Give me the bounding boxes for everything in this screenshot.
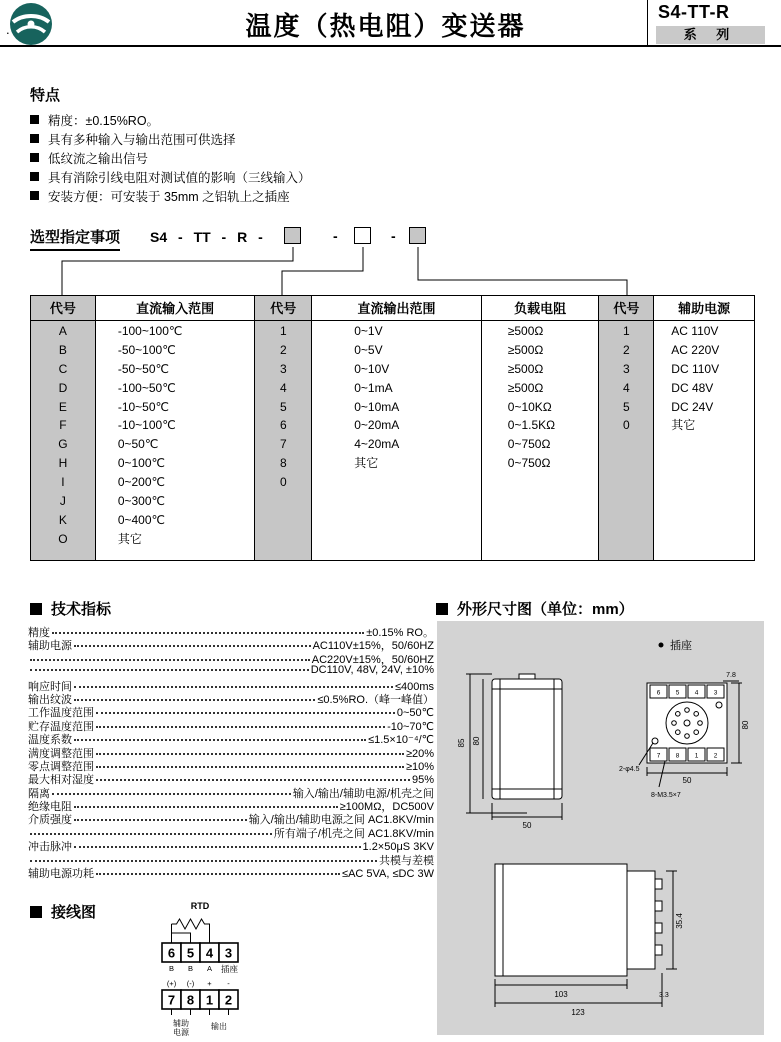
socket-terminal-number: 6 bbox=[656, 689, 661, 697]
section-bullet-icon bbox=[436, 603, 448, 615]
dimensions-heading-text: 外形尺寸图（单位：mm） bbox=[457, 601, 634, 618]
input-code-column bbox=[31, 296, 96, 560]
model-code-text: S4 - TT - R - bbox=[150, 229, 263, 245]
spec-row bbox=[28, 678, 434, 691]
output-range-column bbox=[312, 296, 482, 560]
aux-power-cell: AC 220V bbox=[671, 342, 720, 357]
input-code-cell: K bbox=[58, 512, 67, 527]
spec-row bbox=[28, 691, 434, 704]
front-view-drawing bbox=[466, 674, 562, 820]
dotted-leader bbox=[96, 712, 395, 714]
output-code-cell: 3 bbox=[279, 361, 287, 376]
load-resistance-cell: ≥500Ω bbox=[507, 361, 544, 376]
dim-side-height: 35.4 bbox=[675, 913, 684, 929]
spec-row bbox=[28, 745, 434, 758]
socket-view-drawing bbox=[639, 681, 742, 787]
dotted-leader bbox=[30, 833, 272, 835]
spec-value: AC110V±15%，50/60HZ bbox=[312, 640, 434, 653]
selection-box-input-code bbox=[284, 227, 301, 244]
polarity-label: + bbox=[207, 979, 212, 988]
terminal-number: 1 bbox=[205, 992, 214, 1008]
col-header-load: 负载电阻 bbox=[482, 296, 599, 321]
load-resistance-cell: ≥500Ω bbox=[507, 342, 544, 357]
output-code-cell: 0 bbox=[279, 475, 287, 490]
load-resistance-cell: ≥500Ω bbox=[507, 324, 544, 338]
polarity-label: (+) bbox=[166, 979, 177, 988]
input-code-cell: J bbox=[59, 494, 66, 509]
spec-value: 1.2×50μS 3KV bbox=[362, 841, 434, 854]
spec-row bbox=[28, 771, 434, 787]
input-range-cell: -50~50℃ bbox=[117, 361, 170, 376]
selection-heading: 选型指定事项 bbox=[30, 226, 120, 251]
spec-row bbox=[28, 811, 434, 827]
output-code-cell: 2 bbox=[279, 342, 287, 357]
col-header-output-range: 直流输出范围 bbox=[312, 296, 481, 321]
output-range-cell: 0~1mA bbox=[354, 380, 393, 395]
output-range-cell: 0~5V bbox=[354, 342, 383, 357]
spec-label: 介质强度 bbox=[28, 814, 72, 827]
specs-heading bbox=[30, 598, 111, 619]
input-code-cell: G bbox=[58, 437, 68, 452]
specs-list bbox=[28, 624, 434, 881]
bullet-dot-icon bbox=[659, 643, 664, 648]
output-range-cell: 0~10V bbox=[354, 361, 390, 376]
dotted-leader bbox=[30, 659, 310, 661]
dotted-leader bbox=[74, 806, 338, 808]
features-section bbox=[30, 84, 311, 205]
stray-mark: . bbox=[6, 22, 10, 37]
socket-terminal-number: 3 bbox=[713, 689, 718, 697]
col-header-input-code: 代号 bbox=[31, 296, 95, 321]
dotted-leader bbox=[96, 726, 385, 728]
wiring-heading-text: 接线图 bbox=[51, 904, 97, 921]
spec-value: ≤AC 5VA, ≤DC 3W bbox=[342, 868, 434, 881]
dotted-leader bbox=[74, 699, 315, 701]
series-label: 系 列 bbox=[656, 26, 765, 44]
aux-power-cell: DC 48V bbox=[671, 380, 714, 395]
output-range-cell: 0~10mA bbox=[354, 399, 400, 414]
spec-label: 辅助电源功耗 bbox=[28, 868, 94, 881]
output-code-cell: 7 bbox=[279, 437, 287, 452]
output-code-cell: 5 bbox=[279, 399, 287, 414]
section-bullet-icon bbox=[30, 603, 42, 615]
aux-power-cell: DC 24V bbox=[671, 399, 714, 414]
company-logo-icon bbox=[9, 2, 53, 46]
aux-power-cell: DC 110V bbox=[671, 361, 720, 376]
spec-value: -10~70℃ bbox=[387, 720, 434, 733]
dim-side-depth-total: 123 bbox=[571, 1008, 585, 1017]
selection-box-output-code bbox=[354, 227, 371, 244]
terminal-leads bbox=[172, 1009, 229, 1015]
input-range-cell: 0~200℃ bbox=[117, 475, 166, 490]
spec-value: 95% bbox=[411, 774, 434, 787]
selection-table bbox=[30, 295, 755, 561]
dim-screws: 8-M3.5×7 bbox=[651, 792, 681, 799]
spec-row bbox=[28, 718, 434, 731]
spec-value: DC110V, 48V, 24V, ±10% bbox=[310, 664, 434, 677]
dotted-leader bbox=[74, 645, 311, 647]
dotted-leader bbox=[52, 793, 291, 795]
spec-label: 工作温度范围 bbox=[28, 707, 94, 720]
spec-label: 最大相对湿度 bbox=[28, 774, 94, 787]
input-code-cell: O bbox=[58, 531, 68, 546]
input-range-cell: -10~100℃ bbox=[117, 418, 176, 433]
input-range-cell: -10~50℃ bbox=[117, 399, 170, 414]
power-code-cell: 3 bbox=[623, 361, 630, 376]
spec-row bbox=[28, 637, 434, 653]
spec-label: 绝缘电阻 bbox=[28, 801, 72, 814]
feature-item: 低纹流之输出信号 bbox=[30, 148, 311, 167]
polarity-label: (-) bbox=[186, 979, 195, 988]
dim-side-gap: 3.3 bbox=[659, 992, 669, 999]
spec-value: 输入/输出/辅助电源之间 AC1.8KV/min bbox=[248, 814, 434, 827]
rtd-lead-label: B bbox=[168, 964, 175, 973]
socket-terminal-number: 4 bbox=[694, 689, 699, 697]
spec-value: ±0.15% RO。 bbox=[366, 627, 434, 639]
spec-label: 温度系数 bbox=[28, 734, 72, 747]
terminal-number: 5 bbox=[186, 945, 195, 961]
input-code-cell: H bbox=[58, 456, 68, 471]
dotted-leader bbox=[74, 819, 247, 821]
terminal-number: 4 bbox=[205, 945, 214, 961]
specs-heading-text: 技术指标 bbox=[51, 601, 112, 618]
input-range-cell: -100~50℃ bbox=[117, 380, 176, 395]
dotted-leader bbox=[96, 779, 410, 781]
feature-item: 精度：±0.15%RO。 bbox=[30, 110, 311, 129]
terminal-number: 2 bbox=[224, 992, 233, 1008]
model-number: S4-TT-R bbox=[658, 2, 730, 22]
selection-box-power-code bbox=[409, 227, 426, 244]
dotted-leader bbox=[30, 669, 309, 671]
output-code-column bbox=[255, 296, 312, 560]
feature-item: 安装方便：可安装于 35mm 之铝轨上之插座 bbox=[30, 186, 311, 205]
load-resistance-column bbox=[482, 296, 600, 560]
input-range-cell: -50~100℃ bbox=[117, 342, 176, 357]
load-resistance-cell: 0~750Ω bbox=[507, 456, 551, 471]
input-code-cell: B bbox=[58, 342, 67, 357]
input-code-cell: E bbox=[58, 399, 67, 414]
rtd-label: RTD bbox=[190, 901, 210, 911]
selection-section bbox=[0, 226, 781, 248]
wiring-diagram bbox=[138, 898, 278, 1042]
feature-item: 具有消除引线电阻对测试值的影响（三线输入） bbox=[30, 167, 311, 186]
spec-label: 冲击脉冲 bbox=[28, 841, 72, 854]
output-range-cell: 0~20mA bbox=[354, 418, 400, 433]
page-title: 温度（热电阻）变送器 bbox=[245, 11, 526, 41]
spec-value: 输入/输出/辅助电源/机壳之间 bbox=[292, 787, 434, 800]
input-code-cell: A bbox=[58, 324, 67, 338]
spec-row bbox=[28, 852, 434, 865]
dim-holes: 2-φ4.5 bbox=[619, 766, 640, 773]
model-block bbox=[647, 0, 765, 47]
spec-value: 共模与差模 bbox=[379, 854, 434, 867]
socket-terminal-number: 2 bbox=[713, 752, 718, 760]
spec-value: AC220V±15%，50/60HZ bbox=[311, 653, 434, 666]
socket-terminal-number: 8 bbox=[675, 752, 680, 760]
side-view-drawing bbox=[495, 864, 677, 1007]
spec-row bbox=[28, 624, 434, 637]
input-range-cell: 其它 bbox=[117, 531, 142, 546]
spec-row bbox=[28, 758, 434, 771]
dotted-leader bbox=[30, 860, 377, 862]
input-range-column bbox=[96, 296, 256, 560]
power-code-cell: 2 bbox=[623, 342, 630, 357]
col-header-output-code: 代号 bbox=[255, 296, 311, 321]
features-list bbox=[30, 110, 311, 205]
spec-label: 辅助电源 bbox=[28, 640, 72, 653]
load-resistance-cell: 0~750Ω bbox=[507, 437, 551, 452]
dotted-leader bbox=[96, 873, 340, 875]
spec-value: ≤0.5%RO.（峰一峰值） bbox=[317, 693, 434, 706]
output-code-cell: 1 bbox=[279, 324, 287, 338]
aux-power-label: 辅助 bbox=[173, 1019, 189, 1028]
dim-socket-width: 50 bbox=[682, 776, 692, 785]
input-range-cell: 0~400℃ bbox=[117, 512, 166, 527]
terminal-number: 6 bbox=[167, 945, 176, 961]
output-code-cell: 8 bbox=[279, 456, 287, 471]
aux-power-label: 电源 bbox=[173, 1028, 189, 1037]
terminal-number: 3 bbox=[224, 945, 233, 961]
dimension-drawing bbox=[437, 621, 764, 1035]
spec-value: 所有端子/机壳之间 AC1.8KV/min bbox=[273, 827, 434, 840]
socket-terminal-number: 1 bbox=[694, 752, 699, 760]
power-code-cell: 4 bbox=[623, 380, 630, 395]
dim-front-width: 50 bbox=[522, 821, 532, 830]
spec-label: 满度调整范围 bbox=[28, 747, 94, 760]
dash-separator: - bbox=[333, 228, 338, 244]
col-header-power-code: 代号 bbox=[599, 296, 653, 321]
input-code-cell: F bbox=[59, 418, 67, 433]
input-range-cell: 0~100℃ bbox=[117, 456, 166, 471]
selection-connector-lines bbox=[0, 247, 781, 295]
spec-label: 输出纹波 bbox=[28, 693, 72, 706]
rtd-resistor-icon bbox=[172, 919, 211, 943]
spec-label: 精度 bbox=[28, 627, 50, 639]
dotted-leader bbox=[96, 753, 404, 755]
rtd-lead-label: A bbox=[206, 964, 213, 973]
power-code-cell: 1 bbox=[623, 324, 630, 338]
spec-value: 0~50℃ bbox=[396, 707, 434, 720]
dim-front-height-outer: 85 bbox=[457, 738, 466, 748]
input-code-cell: C bbox=[58, 361, 68, 376]
output-code-cell: 4 bbox=[279, 380, 287, 395]
input-range-cell: -100~100℃ bbox=[117, 324, 183, 338]
output-range-cell: 其它 bbox=[354, 456, 379, 471]
power-code-cell: 0 bbox=[623, 418, 630, 433]
spec-row bbox=[28, 798, 434, 814]
output-range-cell: 4~20mA bbox=[354, 437, 400, 452]
dotted-leader bbox=[74, 846, 361, 848]
col-header-input-range: 直流输入范围 bbox=[96, 296, 255, 321]
section-bullet-icon bbox=[30, 906, 42, 918]
output-code-cell: 6 bbox=[279, 418, 287, 433]
dotted-leader bbox=[74, 686, 393, 688]
polarity-label: - bbox=[227, 979, 230, 988]
aux-power-cell: AC 110V bbox=[671, 324, 719, 338]
dim-front-height-inner: 80 bbox=[472, 736, 481, 746]
spec-label: 零点调整范围 bbox=[28, 760, 94, 773]
features-heading: 特点 bbox=[30, 87, 61, 104]
dimensions-panel bbox=[437, 621, 764, 1035]
aux-power-column bbox=[654, 296, 754, 560]
load-resistance-cell: 0~10KΩ bbox=[507, 399, 552, 414]
col-header-aux-power: 辅助电源 bbox=[654, 296, 754, 321]
socket-terminal-number: 5 bbox=[675, 689, 680, 697]
socket-label: 插座 bbox=[221, 964, 239, 974]
spec-label: 隔离 bbox=[28, 787, 50, 800]
dimensions-heading bbox=[436, 598, 634, 619]
dim-socket-height: 80 bbox=[741, 720, 750, 730]
spec-label: 响应时间 bbox=[28, 680, 72, 693]
dotted-leader bbox=[74, 739, 366, 741]
dotted-leader bbox=[96, 766, 404, 768]
input-range-cell: 0~300℃ bbox=[117, 494, 166, 509]
spec-row bbox=[28, 865, 434, 881]
spec-value: ≥10% bbox=[405, 760, 434, 773]
rtd-lead-label: B bbox=[187, 964, 194, 973]
dim-side-depth-body: 103 bbox=[554, 990, 568, 999]
spec-value: ≥20% bbox=[405, 747, 434, 760]
input-code-cell: I bbox=[61, 475, 65, 490]
input-range-cell: 0~50℃ bbox=[117, 437, 159, 452]
dotted-leader bbox=[52, 632, 364, 634]
input-code-cell: D bbox=[58, 380, 68, 395]
load-resistance-cell: 0~1.5KΩ bbox=[507, 418, 556, 433]
spec-row bbox=[28, 664, 434, 677]
power-code-cell: 5 bbox=[623, 399, 630, 414]
socket-label: 插座 bbox=[670, 640, 692, 652]
feature-item: 具有多种输入与输出范围可供选择 bbox=[30, 129, 311, 148]
spec-row bbox=[28, 651, 434, 664]
wiring-heading bbox=[30, 901, 96, 922]
spec-label: 贮存温度范围 bbox=[28, 720, 94, 733]
load-resistance-cell: ≥500Ω bbox=[507, 380, 544, 395]
spec-value: ≤400ms bbox=[394, 680, 434, 693]
spec-value: ≥100MΩ，DC500V bbox=[339, 801, 434, 814]
dim-top-gap: 7.8 bbox=[726, 672, 736, 679]
terminal-number: 7 bbox=[167, 992, 176, 1008]
output-range-cell: 0~1V bbox=[354, 324, 383, 338]
dash-separator: - bbox=[391, 228, 396, 244]
spec-value: ≤1.5×10⁻⁴/℃ bbox=[368, 734, 434, 747]
output-label: 输出 bbox=[211, 1022, 227, 1031]
aux-power-cell: 其它 bbox=[671, 418, 696, 433]
header bbox=[0, 0, 781, 47]
spec-row bbox=[28, 825, 434, 838]
power-code-column bbox=[599, 296, 654, 560]
terminal-number: 8 bbox=[186, 992, 195, 1008]
socket-terminal-number: 7 bbox=[656, 752, 661, 760]
